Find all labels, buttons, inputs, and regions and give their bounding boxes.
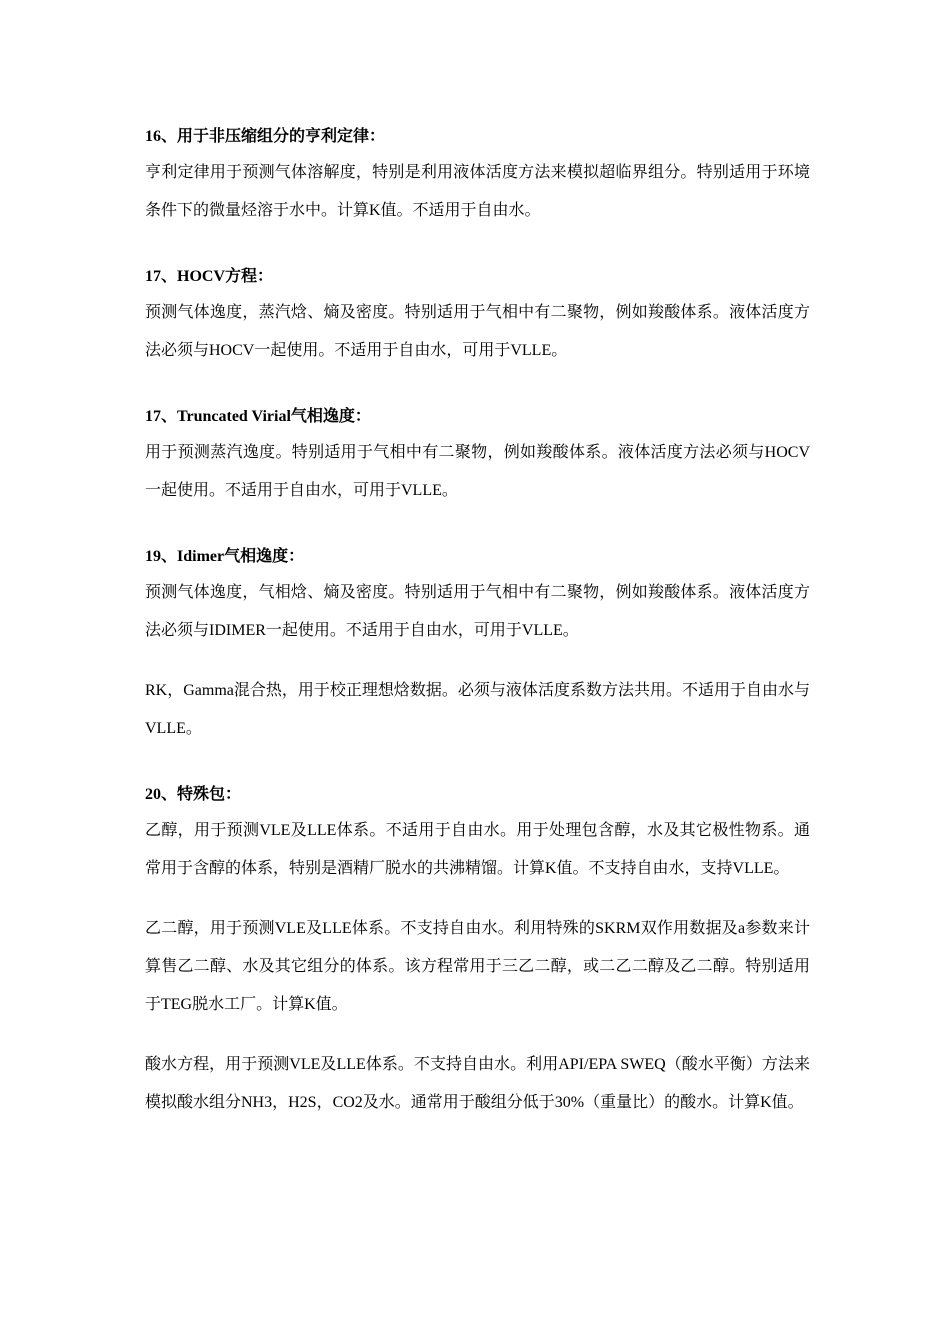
spacer <box>145 230 810 260</box>
paragraph-truncated-virial: 用于预测蒸汽逸度。特别适用于气相中有二聚物，例如羧酸体系。液体活度方法必须与HOCV一起使用。不适用于自由水，可用于VLLE。 <box>145 444 810 499</box>
spacer <box>145 748 810 778</box>
spacer <box>145 1024 810 1046</box>
spacer <box>145 888 810 910</box>
paragraph-glycol: 乙二醇，用于预测VLE及LLE体系。不支持自由水。利用特殊的SKRM双作用数据及a参数来计算售乙二醇、水及其它组分的体系。该方程常用于三乙二醇，或二乙二醇及乙二醇。特别适用于TEG脱水工厂。计算K值。 <box>145 920 810 1013</box>
paragraph-hocv: 预测气体逸度，蒸汽焓、熵及密度。特别适用于气相中有二聚物，例如羧酸体系。液体活度方法必须与HOCV一起使用。不适用于自由水，可用于VLLE。 <box>145 304 810 359</box>
section-heading-henry-law: 16、用于非压缩组分的亨利定律： <box>145 128 386 145</box>
section-heading-special-packages: 20、特殊包： <box>145 786 242 803</box>
paragraph-rk-gamma: RK，Gamma混合热，用于校正理想焓数据。必须与液体活度系数方法共用。不适用于自由水与VLLE。 <box>145 682 810 737</box>
spacer <box>145 510 810 540</box>
paragraph-idimer: 预测气体逸度，气相焓、熵及密度。特别适用于气相中有二聚物，例如羧酸体系。液体活度方法必须与IDIMER一起使用。不适用于自由水，可用于VLLE。 <box>145 584 810 639</box>
paragraph-ethanol: 乙醇，用于预测VLE及LLE体系。不适用于自由水。用于处理包含醇，水及其它极性物系。通常用于含醇的体系，特别是酒精厂脱水的共沸精馏。计算K值。不支持自由水，支持VLLE。 <box>145 822 810 877</box>
paragraph-henry-law: 亨利定律用于预测气体溶解度，特别是利用液体活度方法来模拟超临界组分。特别适用于环境条件下的微量烃溶于水中。计算K值。不适用于自由水。 <box>145 164 810 219</box>
spacer <box>145 650 810 672</box>
section-heading-hocv: 17、HOCV方程： <box>145 268 274 285</box>
section-heading-truncated-virial: 17、Truncated Virial气相逸度： <box>145 408 371 425</box>
document-body <box>145 120 810 1122</box>
section-heading-idimer: 19、Idimer气相逸度： <box>145 548 305 565</box>
paragraph-sour-water: 酸水方程，用于预测VLE及LLE体系。不支持自由水。利用API/EPA SWEQ（酸水平衡）方法来模拟酸水组分NH3，H2S，CO2及水。通常用于酸组分低于30%（重量比）的酸水。计算K值。 <box>145 1056 810 1111</box>
spacer <box>145 370 810 400</box>
